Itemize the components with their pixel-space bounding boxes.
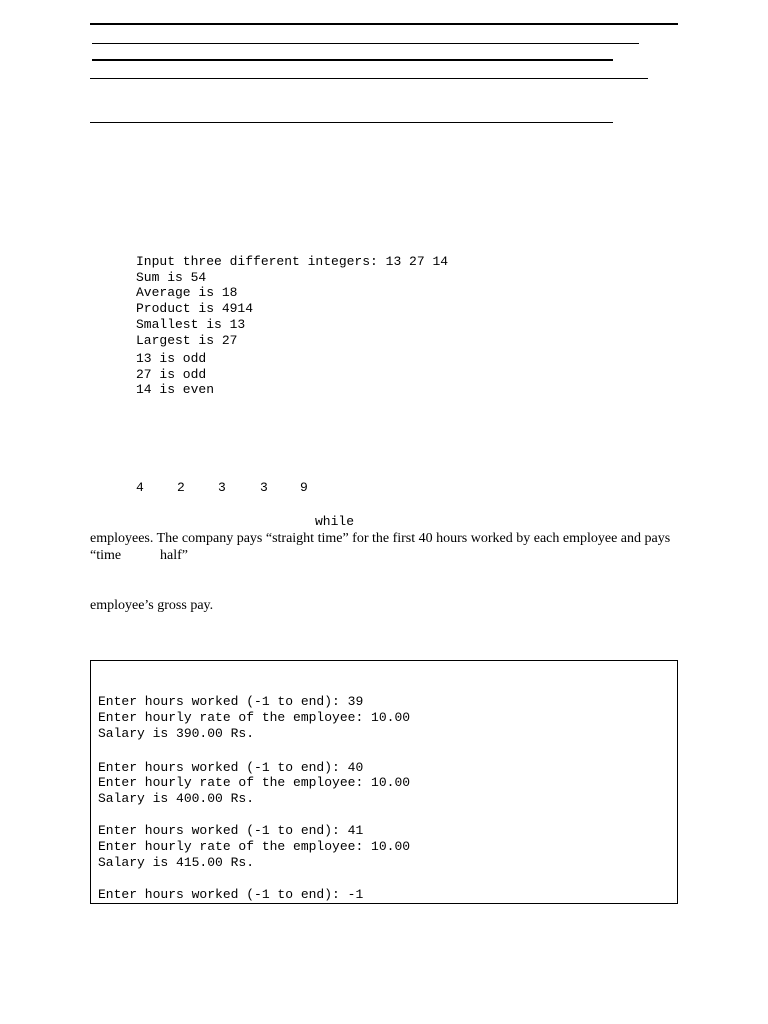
output-line: Salary is 415.00 Rs. xyxy=(98,855,255,870)
paragraph-line-3: employee’s gross pay. xyxy=(90,598,214,613)
number-item: 9 xyxy=(300,480,308,495)
output-line: Salary is 400.00 Rs. xyxy=(98,791,255,806)
output-line: Enter hours worked (-1 to end): 39 xyxy=(98,694,364,709)
salary-output-box xyxy=(90,660,678,904)
top-rule-5 xyxy=(90,122,613,123)
output-line: 13 is odd xyxy=(136,351,207,366)
output-line: Enter hourly rate of the employee: 10.00 xyxy=(98,839,411,854)
number-item: 3 xyxy=(260,480,268,495)
output-line: 27 is odd xyxy=(136,367,207,382)
top-rule-4 xyxy=(90,78,648,79)
number-item: 2 xyxy=(177,480,185,495)
output-line: Salary is 390.00 Rs. xyxy=(98,726,255,741)
number-item: 3 xyxy=(218,480,226,495)
top-rule-2 xyxy=(92,43,639,44)
paragraph-line-2-part2: half” xyxy=(160,548,188,563)
output-line: Smallest is 13 xyxy=(136,317,246,332)
top-rule-3 xyxy=(92,59,613,61)
output-line: Largest is 27 xyxy=(136,333,238,348)
paragraph-line-2-part1: “time xyxy=(90,548,122,563)
number-item: 4 xyxy=(136,480,144,495)
output-line: Average is 18 xyxy=(136,285,238,300)
while-keyword: while xyxy=(315,514,355,529)
output-line: Enter hours worked (-1 to end): 41 xyxy=(98,823,364,838)
output-line: Enter hourly rate of the employee: 10.00 xyxy=(98,775,411,790)
output-line: Sum is 54 xyxy=(136,270,207,285)
output-line: Enter hourly rate of the employee: 10.00 xyxy=(98,710,411,725)
output-line: Product is 4914 xyxy=(136,301,254,316)
top-rule-1 xyxy=(90,23,678,25)
output-line: Input three different integers: 13 27 14 xyxy=(136,254,449,269)
output-line: 14 is even xyxy=(136,382,215,397)
output-line: Enter hours worked (-1 to end): 40 xyxy=(98,760,364,775)
paragraph-line-1: employees. The company pays “straight time” for the first 40 hours worked by each employee and pays xyxy=(90,531,671,546)
output-line: Enter hours worked (-1 to end): -1 xyxy=(98,887,364,902)
